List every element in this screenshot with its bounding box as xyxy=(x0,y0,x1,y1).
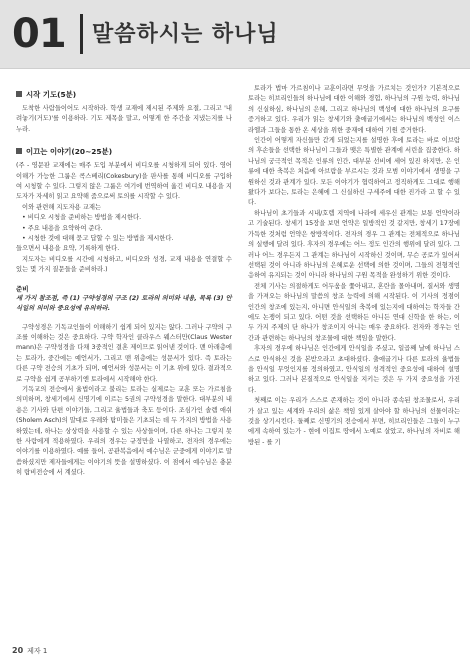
leader-instructions: 지도자는 비디오를 시간에 시청하고, 비디오와 성경, 교재 내용을 연결할 수 있는 몇 가지 질문들을 준비하라.) xyxy=(16,255,232,274)
page-footer xyxy=(12,646,47,656)
video-note-paragraph: (주 - 영문판 교재에는 매주 도입 부분에서 비디오를 시청하게 되어 있다. 영어 이해가 가능한 그룹은 콕스베리(Cokesbury)을 판사를 통해 비디오를 구입하여 시청할 수 있다. 그렇지 않은 그룹은 여기에 번역하여 옮긴 비디오 내용을 지도자가 자세히 읽고 요약해 줌으로써 토의를 시작할 수 있다. xyxy=(16,162,232,201)
preparation-text: 세 가지 참조점, 즉 (1) 구약성경의 구조 (2) 토라의 의미와 내용, 목록 (3) 안식일의 의미와 중요성에 유의하라. xyxy=(16,294,232,313)
leader-guide-intro: 이와 관련해 지도자용 교재는 xyxy=(22,203,101,211)
body-paragraph: 하나님이 초기들과 시내/호렙 지역에 나라에 세우신 관계는 보통 언약이라고 기술된다. 창세기 15장을 보면 언약은 일방적인 것 같지만, 창세기 17장에 가득한 것처럼 언약은 쌍방적이다. 전자의 경우 그 관계는 전체적으로 하나님의 실행에 달려 있다. 후자의 경우에는 어느 정도 인간의 행위에 달려 있다. 그러나 어느 경우든지 그 관계는 하나님이 시작하신 것이며, 무슨 공로가 있어서 선택된 것이 아니라 하나님의 은혜로운 선택에 의한 것이며, 그들의 전형적인 응하여 유지되는 것이 아니라 하나님의 구원 목적을 완성하기 위한 것이다. xyxy=(248,209,460,280)
bullet-square-icon xyxy=(16,91,22,97)
right-column xyxy=(248,84,460,448)
chapter-header xyxy=(0,0,470,69)
bullet-item: • 시청한 것에 대해 묻고 답할 수 있는 방법을 제시한다. xyxy=(22,235,174,243)
body-paragraph: 인간이 어떻게 자신들만 갇게 되었는지를 설명한 후에 토라는 바로 이브람의 후손들을 선택한 하나님이 그들과 맺은 특별한 관계에 서린을 집중한다. 하나님의 궁극적인 목적은 인류의 인간, 대부분 선비에 세어 있진 하지만, 은 인류에 대한 축복은 처음에 아브람을 부르시는 것과 모범 이야기에서 생명을 구원하신 것과 관계가 있다. 모든 이야기가 협력하여고 정직하게도 그대로 행해왔다가 보다는, 토라는 은혜에 그 신실하신 구세주에 대한 진가라 고 할 수 있다. xyxy=(248,137,460,207)
opening-prayer-paragraph: 도착한 사람들이어도 시작하라. 학생 교재에 제시된 주제와 요절, 그리고 '내려놓기(거도)'를 이용하라. 기도 제목을 말고, 어떻게 한 주간을 지냈는지를 나누라. xyxy=(16,105,232,133)
running-title: 제자 1 xyxy=(27,647,48,655)
preparation-label: 준비 xyxy=(16,284,29,293)
left-column xyxy=(16,90,232,479)
bullet-square-icon xyxy=(16,148,22,154)
body-paragraph: 기독교의 전승에서 율법이라고 불리는 토라는 실제로는 교훈 또는 가르침을 의미하며, 창세기에서 신명기에 이르는 5권의 구약성경을 말한다. 대부분의 내용은 기사와 단편 이야기들, 그리고 율법들과 축도 등이다. 조심가인 솔렘 애쉬(Sholem Asch)의 말대로 우레와 탐미들은 기초되는 데 두 가지의 방법을 사용하였는데, 하나는 상상력을 사용할 수 있는 사상들이며, 다른 하나는 그렇지 못한 사람에게 적용하였다. 우리의 경우는 규정만을 나열하고, 전자의 경우에는 이야기를 이용하였다. 예를 들어, 공관복음에서 예수님은 군중에게 이야기로 말씀하셨지만 제자들에게는 이야기의 뜻을 설명하셨다. 이 점에서 예수님은 충분히 랍비전승에 서 계셨다. xyxy=(16,385,232,477)
chapter-title: 말씀하시는 하나님 xyxy=(92,22,279,47)
section-heading-leading-story: 이끄는 이야기(20~25분) xyxy=(16,147,232,157)
body-paragraph: 구약성경은 기독교인들이 이해하기 쉽게 되어 있지는 않다. 그러나 구약의 구조를 이해하는 것은 중요하다. 구약 학자인 클라우스 웨스터만(Claus Westermann)은 구약성경을 다채 3중적인 결혼 제이므로 읽어낸 것이다. 맨 아래층에는 토라가, 중간에는 예언서가, 그리고 맨 위층에는 성문서가 있다. 즉 토라는 다른 구약 전승의 기초가 되며, 예언서와 성문서는 이 기초 위에 있다. 결과적으로 구약을 쉽게 공부하기엔 토라에서 시작해야 한다. xyxy=(16,323,232,383)
chapter-divider xyxy=(80,14,83,54)
body-paragraph: 첫째로 이는 우리가 스스로 존재하는 것이 아니라 종속된 창조물로서, 우리가 살고 있는 세계와 우리의 삶은 책임 있게 살아야 할 하나님의 선물이라는 것을 상기시킨다. 둘째로 신명기의 전승에서 부면, 히브리인들은 그들이 누구에게 속하여 있는가 - 현에 이집트 땅에서 노예로 살았고, 하나님의 자비로 해방된 - 를 기 xyxy=(248,397,460,446)
bullet-item: • 비디오 시청을 준비하는 방법을 제시한다. xyxy=(22,214,142,222)
bullet-item: • 주요 내용을 요약하여 준다. xyxy=(22,224,103,232)
body-paragraph: 후자의 경우에 하나님은 인간에게 안식일을 주셨고, 일곱째 날에 하나님 스스로 안식하신 것을 본받으라고 초대하셨다. 출애굽기나 다른 토라의 율법들을 안식일 무엇인지를 정의하였고, 안식일의 성격적인 중요성에 대하여 설명하고 있다. 그러나 본질적으로 안식일을 지키는 것은 두 가지 중요성을 가진다. xyxy=(248,345,460,394)
section-heading-opening-prayer: 시작 기도(5분) xyxy=(16,90,232,100)
summary-note: 들으면서 내용을 요약, 기록하게 한다. xyxy=(16,245,120,253)
body-paragraph: 전체 기사는 의절하게도 어두움을 쫓아내고, 혼란을 몰아내며, 질서와 생명을 가져오는 하나님의 말씀의 창조 능력에 의해 시작된다. 이 기사의 정점이 인간의 창조에 있는지, 아니면 안식일의 축복에 있는지에 대하여는 학자들 간에도 논쟁이 되고 있다. 어떤 것을 선택하든 아니든 연대 신학을 한 하는, 이 두 가지 주제의 단 하나가 창조이지 아니는 매우 중요하다. 전자와 경우는 인간과 관련하는 하나님의 창조물에 대한 책임을 말한다. xyxy=(248,282,460,342)
page-number: 20 xyxy=(12,646,24,655)
chapter-number: 01 xyxy=(12,11,66,57)
body-paragraph: 토라가 법마 가르침이나 교훈이라면 무엇을 가르치는 것인가? 기본적으로 토라는 히브리인들의 하나님에 대한 이해와 경험, 하나님의 구원 능력, 하나님의 신실하심, 하나님의 은혜, 그리고 하나님의 백성에 대한 하나님의 요구를 증거하고 있다. 우리가 읽는 창세기와 출애굽기에서는 하나님의 백성인 이스라엘과 그들을 통한 온 세상을 위한 중재에 대하여 기원 증거한다. xyxy=(248,85,460,134)
